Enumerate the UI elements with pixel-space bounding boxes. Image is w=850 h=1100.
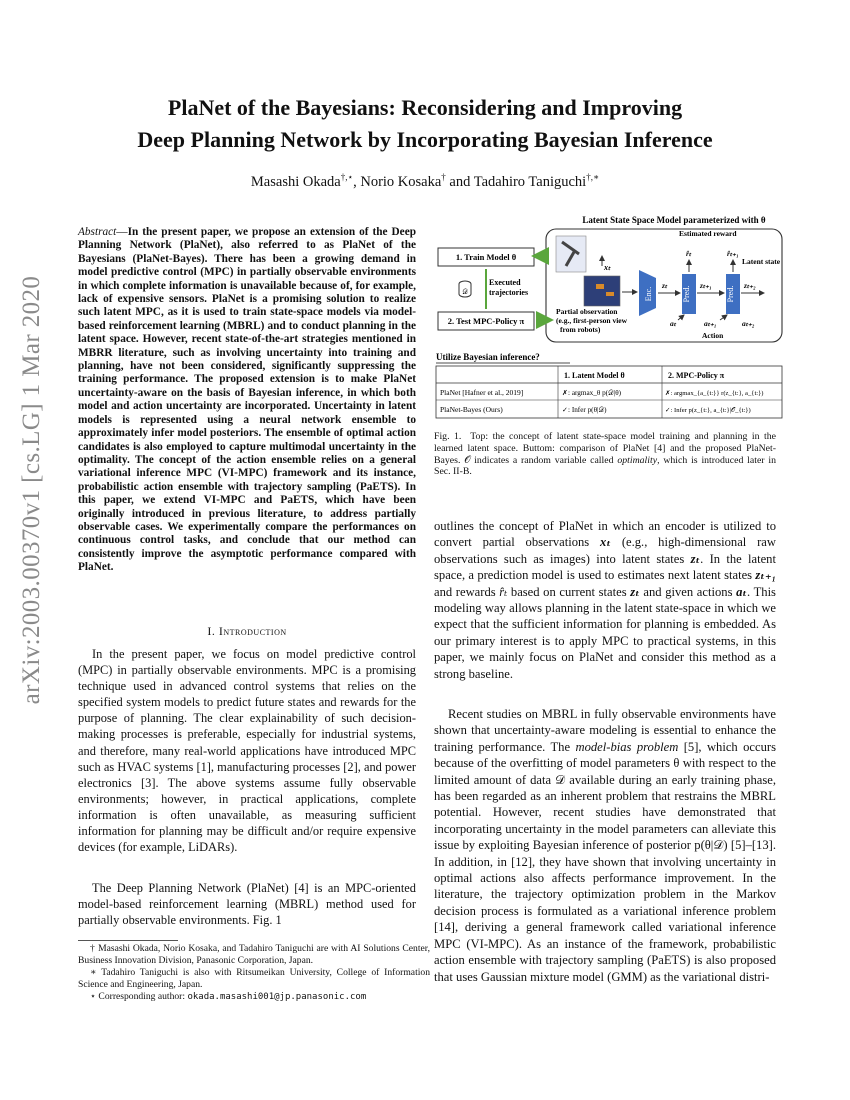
footnote <box>78 967 430 990</box>
table-header-col2: 2. MPC-Policy π <box>668 371 725 380</box>
footnote-text: Masashi Okada, Norio Kosaka, and Tadahiro Taniguchi are with AI Solutions Center, Business Innovation Division, Panasonic Corporation, Japan. <box>78 943 430 966</box>
math-symbol: aₜ <box>736 584 748 599</box>
footnote-mark: ∗ <box>90 967 97 978</box>
text-run: . In the latent space, a prediction model is used to estimates next latent states <box>434 551 776 583</box>
math-symbol: r̂ₜ <box>499 584 508 599</box>
at2-label: aₜ₊₂ <box>742 319 755 328</box>
and-word: and <box>449 173 471 190</box>
affiliation-mark: † <box>441 172 446 182</box>
rt1-label: r̂ₜ₊₁ <box>727 249 739 258</box>
table-row1-col2: ✗: argmax_{a_{t:}} r(z_{t:}, a_{t:}) <box>665 390 764 397</box>
math-symbol: zₜ <box>690 551 701 566</box>
math-symbol: xₜ <box>600 535 611 550</box>
table-title: Utilize Bayesian inference? <box>436 352 540 362</box>
affiliation-mark: †,⋆ <box>340 172 354 182</box>
zt-label: zₜ <box>662 281 668 290</box>
observation-object <box>596 284 604 289</box>
rt-label: r̂ₜ <box>686 249 692 258</box>
caption-label: Fig. 1. <box>434 431 462 442</box>
paper-title <box>60 92 790 156</box>
footnote-mark: † <box>90 943 96 954</box>
figure-1 <box>434 214 784 424</box>
math-symbol: zₜ₊₁ <box>755 568 776 583</box>
dataset-symbol: 𝒟 <box>462 288 468 296</box>
caption-italic: optimality <box>617 454 658 466</box>
text-run: [5], which occurs because of the overfitting of model parameters θ with respect to the limited amount of data 𝒟 available during an early training phase, has been regarded as an inherent problem that restrains the MBRL potential. However, recent studies have demonstrated that incorporating uncertainty in the model parameters can alleviate this issue by exploiting Bayesian inference of posterior p(θ|𝒟) [5]–[13]. In addition, in [12], they have shown that involving uncertainty in optimal actions also affects performance improvement. In the literature, the trajectory optimization problem in the Markov decision process is formulated as a variational inference problem [14], deriving a general framework called variational inference MPC (VI-MPC). As an instance of the framework, probabilistic action ensemble with trajectory sampling (PaETS) is also proposed that uses Gaussian mixture model (GMM) as the variational distri- <box>434 739 776 984</box>
table-row2-col2: ✓: Infer p(z_{t:}, a_{t:}|𝒪_{t:}) <box>665 407 751 414</box>
zt2-label: zₜ₊₂ <box>744 281 756 290</box>
figure-header: Latent State Space Model parameterized with θ <box>582 215 766 225</box>
footnotes <box>78 943 430 1005</box>
arxiv-sidebar-id: arXiv:2003.00370v1 [cs.LG] 1 Mar 2020 <box>18 275 45 705</box>
text-run: and given actions <box>643 584 733 599</box>
executed-label: Executed <box>489 278 521 287</box>
partial-obs-line1: Partial observation <box>556 307 618 316</box>
email-link[interactable]: okada.masashi001@jp.panasonic.com <box>187 992 367 1002</box>
predictor-label-2: Pred. <box>726 285 735 303</box>
author-name: Masashi Okada <box>250 173 341 190</box>
author-name: Norio Kosaka <box>360 173 442 190</box>
abstract-text: In the present paper, we propose an extension of the Deep Planning Network (PlaNet), also referred to as PlaNet of the Bayesians (PlaNet-Bayes). There has been a growing demand in model predictive control (MPC) in partially observable environments in which complete information is unavailable because of, for example, lack of expensive sensors. PlaNet is a promising solution to realize such latent MPC, as it is used to train state-space models via model-based reinforcement learning (MBRL) and to conduct planning in the latent space. However, recent state-of-the-art strategies mentioned in MBRR literature, such as involving uncertainty into training and planning, have not been considered, significantly suppressing the training performance. The proposed extension is to make PlaNet uncertainty-aware on the basis of Bayesian inference, in which both model and action uncertainty are incorporated. Uncertainty in latent models is represented using a neural network ensemble to approximately infer model posteriors. The ensemble of optimal action candidates is also employed to capture multimodal uncertainty in the optimality. The concept of the action ensemble relies on a general variational inference MPC (VI-MPC) framework and its instance, probabilistic action ensemble with trajectory sampling (PaETS). In this paper, we extend VI-MPC and PaETS, which have been originally introduced in previous literature, to address partially observable cases. We experimentally compare the performances on continuous control tasks, and conclude that our method can consistently improve the asymptotic performance compared with PlaNet. <box>78 226 416 574</box>
at-label: aₜ <box>670 319 676 328</box>
section-title: Introduction <box>218 624 287 638</box>
abstract <box>78 226 416 575</box>
math-symbol: zₜ <box>630 584 640 599</box>
text-run: Recent studies on MBRL in fully observable environments have shown that uncertainty-aware modeling is essential to enhance the training performance. The <box>434 707 776 754</box>
intro-paragraph: In the present paper, we focus on model predictive control (MPC) in partially observable environments. MPC is a promising technique used in advanced control systems that relies on the specified system models to predict future states and rewards for the purpose of planning. The clear explainability of such decision-making processes is preferable, especially for industrial systems, and therefore, many real-world applications have introduced MPC such as HVAC systems [1], manufacturing processes [2], and power electronics [3]. The above systems assume fully observable environments; however, in practical applications, complete information is often unavailable, as measuring sufficient information for planning may be difficult and/or require expensive devices (for example, LiDARs). <box>78 647 416 855</box>
affiliation-mark: †,∗ <box>586 172 600 182</box>
estimated-reward-label: Estimated reward <box>679 229 737 238</box>
author-list: Masashi Okada†,⋆, Norio Kosaka† and Tadahiro Taniguchi†,∗ <box>250 172 600 190</box>
intro-paragraph: The Deep Planning Network (PlaNet) [4] is an MPC-oriented model-based reinforcement learning (MBRL) method used for partially observable environments. Fig. 1 <box>78 881 416 928</box>
title-line-1: PlaNet of the Bayesians: Reconsidering and Improving <box>167 95 683 120</box>
trajectories-label: trajectories <box>489 288 529 297</box>
encoder-label: Enc. <box>644 286 653 302</box>
footnote-mark: ⋆ <box>90 991 97 1002</box>
italic-term: model-bias problem <box>575 739 679 754</box>
caption-text: , which is introduced later in Sec. II-B. <box>434 454 776 478</box>
footnote-text: Corresponding author: <box>98 991 186 1002</box>
author-name: Tadahiro Taniguchi <box>473 173 587 190</box>
latent-state-label: Latent state <box>742 257 781 266</box>
observation-image <box>584 276 620 306</box>
text-run: and rewards <box>434 584 496 599</box>
xt-label: xₜ <box>604 263 611 272</box>
table-row2-name: PlaNet-Bayes (Ours) <box>440 405 503 414</box>
text-run: based on current states <box>510 584 627 599</box>
text-run: outlines the concept of PlaNet in which an encoder is utilized to convert partial observations <box>434 519 776 550</box>
footnote <box>78 943 430 966</box>
title-line-2: Deep Planning Network by Incorporating Bayesian Inference <box>137 127 713 152</box>
footnote <box>78 991 430 1004</box>
observation-object <box>606 292 614 296</box>
at1-arrow <box>720 315 727 320</box>
body-paragraph <box>434 706 776 985</box>
footnote-text: Tadahiro Taniguchi is also with Ritsumeikan University, College of Information Science and Engineering, Japan. <box>78 967 430 990</box>
at-arrow <box>678 315 684 320</box>
zt1-label: zₜ₊₁ <box>700 281 712 290</box>
robot-image <box>556 236 586 272</box>
test-policy-label: 2. Test MPC-Policy π <box>447 316 525 326</box>
table-row1-col1: ✗: argmax_θ p(𝒟|θ) <box>562 389 622 397</box>
table-row2-col1: ✓: Infer p(θ|𝒟) <box>562 406 607 414</box>
at1-label: aₜ₊₁ <box>704 319 717 328</box>
caption-text: Top: the concept of latent state-space model training and planning in the learned latent space. Buttom: comparison of PlaNet [4] and the proposed PlaNet-Bayes. 𝒪 indicates a random variable called <box>434 431 776 466</box>
footnote-divider <box>78 940 178 941</box>
train-model-label: 1. Train Model θ <box>455 252 517 262</box>
partial-obs-line3: from robots) <box>560 325 601 334</box>
abstract-label: Abstract <box>78 226 117 238</box>
action-label: Action <box>702 331 724 340</box>
table-header-col1: 1. Latent Model θ <box>564 371 625 380</box>
text-run: (e.g., high-dimensional raw observations such as images) into latent states <box>434 535 776 566</box>
abstract-dash: — <box>116 226 128 238</box>
predictor-label-1: Pred. <box>682 285 691 303</box>
text-run: . This modeling way allows planning in the latent state-space in which we expect that the sufficient information for planning is embedded. As our primary interest is to apply MPC to practical systems, in this paper, we mainly focus on PlaNet and consider this method as a strong baseline. <box>434 584 776 681</box>
section-number: I. <box>207 624 216 638</box>
partial-obs-line2: (e.g., first-person view <box>556 316 628 325</box>
table-row1-name: PlaNet [Hafner et al., 2019] <box>440 388 524 397</box>
body-paragraph <box>434 518 776 682</box>
section-heading <box>78 624 416 639</box>
figure-caption <box>434 431 776 478</box>
